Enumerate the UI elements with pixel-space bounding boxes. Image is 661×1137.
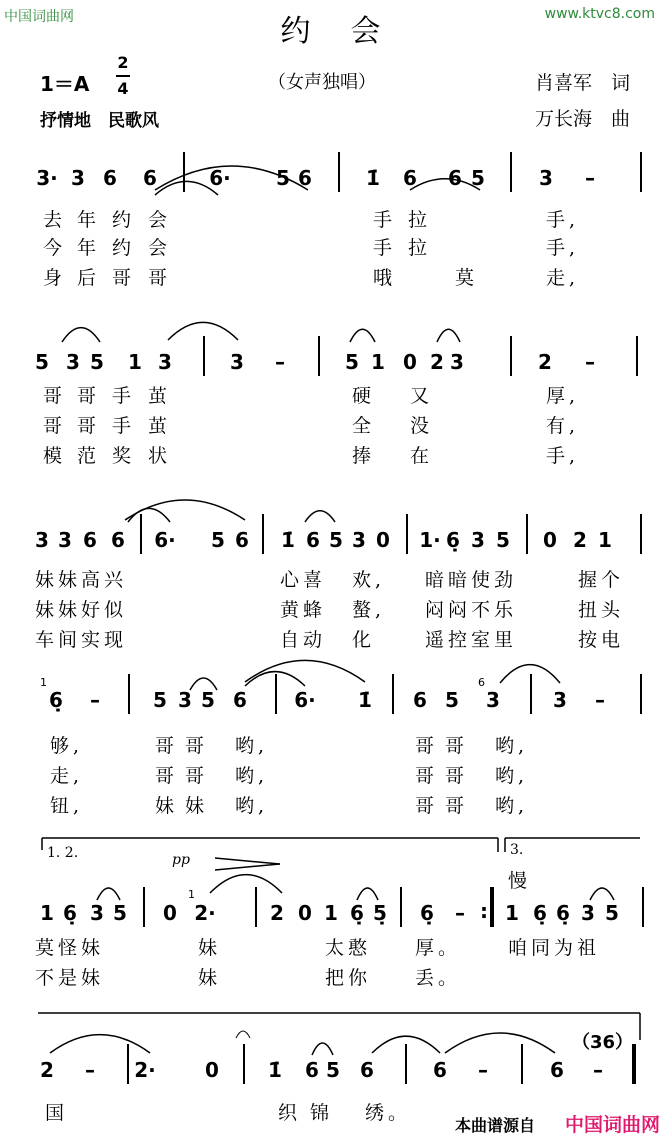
note: 6̣ — [49, 688, 63, 712]
lyric-syllable: 会 — [148, 209, 172, 231]
lyric-syllable: 走, — [50, 765, 84, 787]
lyric-syllable: 丢。 — [415, 967, 462, 989]
lyric-syllable: 手 — [112, 415, 136, 437]
lyric-syllable: 哟, — [235, 735, 269, 757]
note: 0 — [403, 350, 417, 374]
score-line — [215, 858, 280, 864]
note: 1 — [505, 901, 519, 925]
lyric-syllable: 茧 — [148, 385, 172, 407]
lyric-syllable: 哥 — [155, 735, 179, 757]
lyric-syllable: 哥 — [415, 795, 439, 817]
lyric-syllable: 钮, — [50, 795, 84, 817]
slur — [437, 329, 460, 342]
note: 3 — [178, 688, 192, 712]
note: 6̣ — [533, 901, 547, 925]
slur — [357, 888, 378, 900]
note: 3 — [471, 528, 485, 552]
note: 1 — [128, 350, 142, 374]
slur — [590, 888, 614, 900]
volta-1-2-label: 1. 2. — [47, 845, 79, 861]
lyric-syllable: 黄蜂 — [280, 599, 327, 621]
note: 6 — [360, 1058, 374, 1082]
lyric-syllable: 又 — [410, 385, 434, 407]
note: 3 — [71, 166, 85, 190]
lyric-syllable: 不是妹 — [35, 967, 105, 989]
note: 3 — [450, 350, 464, 374]
note: 5 — [605, 901, 619, 925]
note: 6̣ — [556, 901, 570, 925]
slur — [445, 1033, 555, 1053]
lyric-syllable: 年 — [77, 237, 101, 259]
slur — [62, 328, 100, 342]
slur — [155, 166, 308, 190]
lyric-syllable: 按电 — [578, 629, 625, 651]
note: 3 — [486, 688, 500, 712]
note: 1̇ — [268, 1058, 282, 1082]
lyric-syllable: 哥 — [415, 735, 439, 757]
lyric-syllable: 手, — [546, 209, 580, 231]
lyric-syllable: 拉 — [408, 237, 432, 259]
note: 2 — [40, 1058, 54, 1082]
lyric-syllable: 年 — [77, 209, 101, 231]
lyric-syllable: 妹 — [198, 937, 222, 959]
slur — [245, 660, 365, 682]
lyric-syllable: 捧 — [352, 445, 376, 467]
performance-type: （女声独唱） — [268, 72, 376, 93]
lyric-syllable: 心喜 — [280, 569, 327, 591]
lyric-syllable: 莫怪妹 — [35, 937, 105, 959]
note: 2· — [194, 901, 216, 925]
note: 1 — [371, 350, 385, 374]
note: 5 — [35, 350, 49, 374]
note: 5 — [211, 528, 225, 552]
composer-credit: 万长海 曲 — [535, 108, 631, 130]
site-url[interactable]: www.ktvc8.com — [544, 6, 655, 22]
time-denominator: 4 — [117, 79, 129, 98]
slur — [312, 1043, 333, 1055]
lyric-syllable: 妹 — [185, 795, 209, 817]
note: 0 — [163, 901, 177, 925]
lyric-syllable: 哥 — [155, 765, 179, 787]
slur — [190, 678, 217, 690]
lyric-syllable: 车间实现 — [35, 629, 128, 651]
slur — [245, 672, 305, 686]
note: 6̣ — [420, 901, 434, 925]
lyric-syllable: 哟, — [495, 795, 529, 817]
lyric-syllable: 哥 — [445, 795, 469, 817]
bar-count: （36） — [572, 1032, 634, 1053]
time-numerator: 2 — [117, 53, 129, 72]
lyric-syllable: 哟, — [235, 765, 269, 787]
note: 3 — [553, 688, 567, 712]
lyric-syllable: 没 — [410, 415, 434, 437]
note: – — [478, 1058, 488, 1082]
note: 2 — [270, 901, 284, 925]
note: 5 — [153, 688, 167, 712]
lyric-syllable: 哥 — [77, 415, 101, 437]
lyric-syllable: 织 — [278, 1102, 302, 1124]
note: – — [585, 166, 595, 190]
note: 3 — [581, 901, 595, 925]
lyric-syllable: 手 — [373, 237, 397, 259]
note: – — [90, 688, 100, 712]
note: 6· — [294, 688, 316, 712]
lyric-syllable: 哥 — [77, 385, 101, 407]
lyric-syllable: 莫 — [455, 267, 479, 289]
lyric-syllable: 哥 — [43, 415, 67, 437]
slur — [410, 179, 480, 190]
note: 2 — [430, 350, 444, 374]
lyric-syllable: 硬 — [352, 385, 376, 407]
tempo-marking: 抒情地 民歌风 — [40, 111, 159, 131]
lyric-syllable: 妹 — [155, 795, 179, 817]
lyric-syllable: 妹 — [198, 967, 222, 989]
note: 1 — [40, 901, 54, 925]
lyric-syllable: 哥 — [185, 735, 209, 757]
note: 0 — [298, 901, 312, 925]
lyric-syllable: 闷闷不乐 — [425, 599, 518, 621]
note: 6· — [154, 528, 176, 552]
note: 6 — [103, 166, 117, 190]
lyric-syllable: 暗暗使劲 — [425, 569, 518, 591]
note: 3 — [352, 528, 366, 552]
note: 1 — [324, 901, 338, 925]
lyric-syllable: 哦 — [373, 267, 397, 289]
lyric-syllable: 妹妹高兴 — [35, 569, 128, 591]
note: 6 — [111, 528, 125, 552]
lyric-syllable: 手 — [373, 209, 397, 231]
lyric-syllable: 厚, — [546, 385, 580, 407]
note: 3 — [230, 350, 244, 374]
slur — [155, 181, 218, 195]
lyric-syllable: 哥 — [148, 267, 172, 289]
lyric-syllable: 够, — [50, 735, 84, 757]
lyric-syllable: 手 — [112, 385, 136, 407]
note: 5 — [496, 528, 510, 552]
tempo-change: 慢 — [508, 870, 532, 892]
slur — [372, 1036, 440, 1053]
note: 5 — [329, 528, 343, 552]
note: 0 — [543, 528, 557, 552]
lyric-syllable: 模 — [43, 445, 67, 467]
repeat-dots: : — [480, 899, 488, 923]
slur — [305, 511, 335, 522]
note: 5 — [113, 901, 127, 925]
note: 2· — [134, 1058, 156, 1082]
lyric-syllable: 锦 — [310, 1102, 334, 1124]
lyric-syllable: 自动 — [280, 629, 327, 651]
source-site-logo[interactable]: 中国词曲网 — [565, 1114, 661, 1136]
volta-3-label: 3. — [510, 842, 524, 858]
lyric-syllable: 妹妹好似 — [35, 599, 128, 621]
source-label: 本曲谱源自 — [455, 1116, 536, 1135]
note: – — [455, 901, 465, 925]
note: 1 — [598, 528, 612, 552]
note: 1· — [419, 528, 441, 552]
note: 6 — [235, 528, 249, 552]
note: 6̣ — [63, 901, 77, 925]
note: 5 — [445, 688, 459, 712]
note: 0 — [205, 1058, 219, 1082]
lyric-syllable: 手, — [546, 237, 580, 259]
lyric-syllable: 哟, — [495, 735, 529, 757]
note: 5 — [90, 350, 104, 374]
note: 6̣ — [350, 901, 364, 925]
lyric-syllable: 把你 — [325, 967, 372, 989]
lyric-syllable: 手, — [546, 445, 580, 467]
fermata-icon — [236, 1031, 250, 1038]
slur — [350, 329, 375, 342]
note: 6̣ — [446, 528, 460, 552]
lyric-syllable: 会 — [148, 237, 172, 259]
lyric-syllable: 哟, — [235, 795, 269, 817]
lyric-syllable: 哥 — [185, 765, 209, 787]
note: 6 — [233, 688, 247, 712]
lyric-syllable: 身 — [43, 267, 67, 289]
lyric-syllable: 后 — [77, 267, 101, 289]
lyric-syllable: 扭头 — [578, 599, 625, 621]
slur — [500, 665, 560, 683]
lyric-syllable: 全 — [352, 415, 376, 437]
note: 2 — [538, 350, 552, 374]
note: 1̇ — [281, 528, 295, 552]
slur — [210, 875, 282, 893]
lyric-syllable: 太憨 — [325, 937, 372, 959]
note: 3 — [66, 350, 80, 374]
lyric-syllable: 欢, — [352, 569, 386, 591]
slur — [128, 508, 170, 522]
lyric-syllable: 有, — [546, 415, 580, 437]
lyricist-credit: 肖喜军 词 — [535, 72, 631, 94]
slur — [50, 1035, 150, 1053]
grace-note: 6 — [478, 676, 485, 689]
note: 6 — [143, 166, 157, 190]
note: 3 — [58, 528, 72, 552]
lyric-syllable: 哥 — [43, 385, 67, 407]
note: 6 — [83, 528, 97, 552]
lyric-syllable: 奖 — [112, 445, 136, 467]
note: – — [585, 350, 595, 374]
lyric-syllable: 咱同为祖 — [508, 937, 601, 959]
note: 6 — [433, 1058, 447, 1082]
note: 3 — [35, 528, 49, 552]
lyric-syllable: 在 — [410, 445, 434, 467]
lyric-syllable: 握个 — [578, 569, 625, 591]
lyric-syllable: 遥控室里 — [425, 629, 518, 651]
note: 3· — [36, 166, 58, 190]
note: 6 — [305, 1058, 319, 1082]
note: 5 — [201, 688, 215, 712]
lyric-syllable: 哥 — [445, 735, 469, 757]
note: 6 — [550, 1058, 564, 1082]
lyric-syllable: 去 — [43, 209, 67, 231]
lyric-syllable: 状 — [148, 445, 172, 467]
note: 3 — [90, 901, 104, 925]
lyric-syllable: 茧 — [148, 415, 172, 437]
note: 2 — [573, 528, 587, 552]
slur — [97, 888, 120, 900]
note: 1̇ — [366, 166, 380, 190]
lyric-syllable: 约 — [112, 209, 136, 231]
note: 5 — [345, 350, 359, 374]
lyric-syllable: 哥 — [112, 267, 136, 289]
site-logo-left[interactable]: 中国词曲网 — [4, 9, 74, 25]
note: 5 — [326, 1058, 340, 1082]
score-line — [215, 864, 280, 870]
note: 6 — [413, 688, 427, 712]
note: 6 — [298, 166, 312, 190]
lyric-syllable: 拉 — [408, 209, 432, 231]
note: – — [85, 1058, 95, 1082]
note: 6 — [448, 166, 462, 190]
lyric-syllable: 范 — [77, 445, 101, 467]
note: 5̣ — [373, 901, 387, 925]
note: 3 — [158, 350, 172, 374]
note: 5 — [276, 166, 290, 190]
note: 6 — [306, 528, 320, 552]
lyric-syllable: 今 — [43, 237, 67, 259]
lyric-syllable: 走, — [546, 267, 580, 289]
song-title: 约会 — [280, 14, 421, 49]
note: – — [275, 350, 285, 374]
grace-note: 1 — [188, 888, 195, 901]
note: 0 — [376, 528, 390, 552]
lyric-syllable: 哟, — [495, 765, 529, 787]
lyric-syllable: 哥 — [415, 765, 439, 787]
lyric-syllable: 国 — [45, 1102, 69, 1124]
key-signature: 1＝A — [40, 72, 90, 96]
lyric-syllable: 螯, — [352, 599, 386, 621]
lyric-syllable: 哥 — [445, 765, 469, 787]
slur — [168, 322, 238, 340]
dynamic-pp: pp — [172, 852, 190, 868]
note: 6· — [209, 166, 231, 190]
lyric-syllable: 化 — [352, 629, 376, 651]
lyric-syllable: 厚。 — [415, 937, 462, 959]
lyric-syllable: 约 — [112, 237, 136, 259]
note: – — [593, 1058, 603, 1082]
lyric-syllable: 绣。 — [365, 1102, 412, 1124]
grace-note: 1 — [40, 676, 47, 689]
note: 3 — [539, 166, 553, 190]
note: – — [595, 688, 605, 712]
note: 6 — [403, 166, 417, 190]
note: 5 — [471, 166, 485, 190]
note: 1̇ — [358, 688, 372, 712]
